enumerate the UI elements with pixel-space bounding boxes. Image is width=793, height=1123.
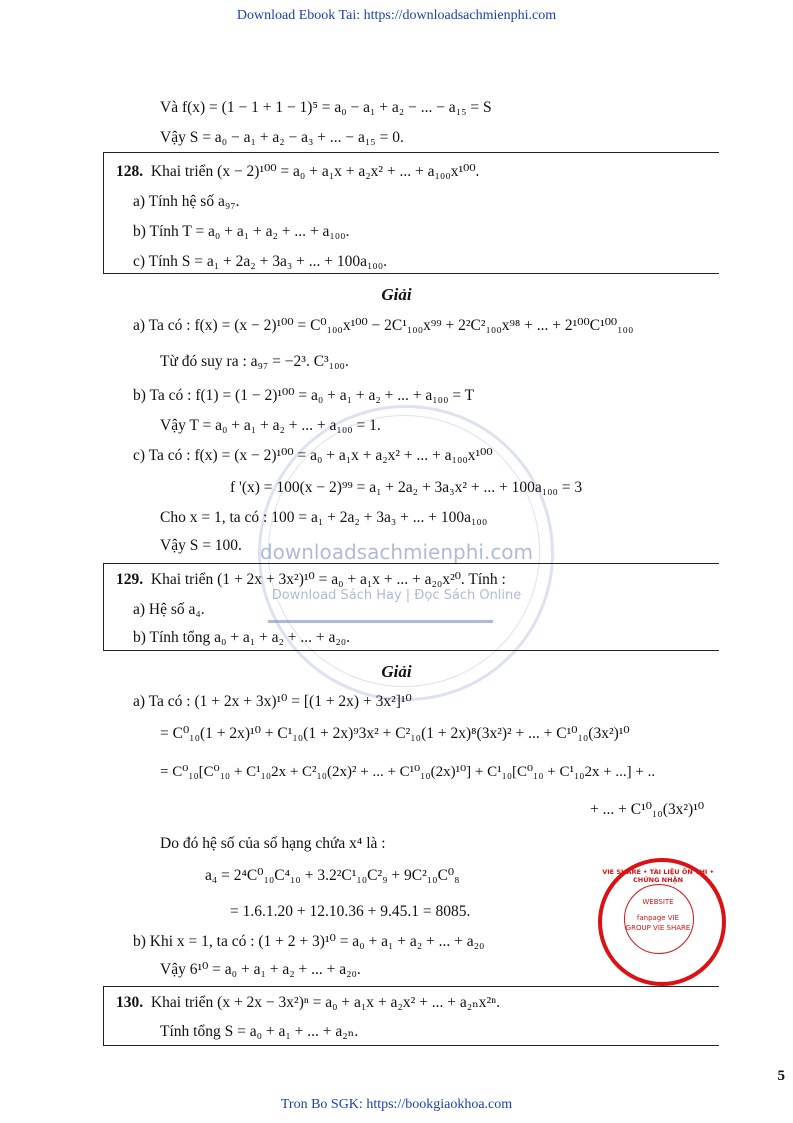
page-number: 5 bbox=[777, 1068, 785, 1084]
sol-128-a-result: Từ đó suy ra : a₉₇ = −2³. C³₁₀₀. bbox=[160, 353, 349, 370]
problem-129-statement: 129. Khai triển (1 + 2x + 3x²)¹⁰ = a₀ + a₁x + ... + a₂₀x²⁰. Tính : bbox=[116, 571, 506, 588]
solution-heading: Giải bbox=[381, 662, 412, 681]
solution-heading: Giải bbox=[381, 285, 412, 304]
vie-share-stamp bbox=[598, 858, 726, 986]
sol-129-a: a) Ta có : (1 + 2x + 3x)¹⁰ = [(1 + 2x) + 3x²]¹⁰ bbox=[133, 693, 412, 710]
problem-128-item-c: c) Tính S = a₁ + 2a₂ + 3a₃ + ... + 100a₁₀₀. bbox=[133, 253, 388, 270]
header-link[interactable]: https://downloadsachmienphi.com bbox=[363, 8, 557, 23]
problem-129-item-a: a) Hệ số a₄. bbox=[133, 601, 205, 618]
sol-128-c-x1: Cho x = 1, ta có : 100 = a₁ + 2a₂ + 3a₃ + ... + 100a₁₀₀ bbox=[160, 509, 488, 526]
problem-128-statement: 128. Khai triển (x − 2)¹⁰⁰ = a₀ + a₁x + a₂x² + ... + a₁₀₀x¹⁰⁰. bbox=[116, 163, 480, 180]
sol-129-a-expand3: + ... + C¹⁰₁₀(3x²)¹⁰ bbox=[590, 801, 705, 818]
stamp-ring-text: VIE SHARE • TÀI LIỆU ÔN THI • CHỨNG NHẬN bbox=[602, 868, 714, 884]
download-footer: Tron Bo SGK: https://bookgiaokhoa.com bbox=[280, 1097, 513, 1112]
download-header: Download Ebook Tai: https://downloadsachmienphi.com bbox=[236, 8, 557, 23]
sol-128-c-derivative: f '(x) = 100(x − 2)⁹⁹ = a₁ + 2a₂ + 3a₃x² + ... + 100a₁₀₀ = 3 bbox=[230, 479, 583, 496]
problem-number: 130. bbox=[116, 994, 144, 1011]
sol-129-a-expand1: = C⁰₁₀(1 + 2x)¹⁰ + C¹₁₀(1 + 2x)⁹3x² + C²₁₀(1 + 2x)⁸(3x²)² + ... + C¹⁰₁₀(3x²)¹⁰ bbox=[160, 725, 630, 742]
problem-128-item-b: b) Tính T = a₀ + a₁ + a₂ + ... + a₁₀₀. bbox=[133, 223, 350, 240]
stamp-website: WEBSITE bbox=[642, 898, 674, 906]
sol-129-a4-formula: a₄ = 2⁴C⁰₁₀C⁴₁₀ + 3.2²C¹₁₀C²₉ + 9C²₁₀C⁰₈ bbox=[205, 867, 460, 884]
sol-129-coef-text: Do đó hệ số của số hạng chứa x⁴ là : bbox=[160, 835, 386, 852]
problem-number: 128. bbox=[116, 163, 144, 180]
sol-128-a: a) Ta có : f(x) = (x − 2)¹⁰⁰ = C⁰₁₀₀x¹⁰⁰ − 2C¹₁₀₀x⁹⁹ + 2²C²₁₀₀x⁹⁸ + ... + 2¹⁰⁰C¹⁰⁰₁₀₀ bbox=[133, 317, 634, 334]
sol-129-b: b) Khi x = 1, ta có : (1 + 2 + 3)¹⁰ = a₀ + a₁ + a₂ + ... + a₂₀ bbox=[133, 933, 485, 950]
sol-129-a4-value: = 1.6.1.20 + 12.10.36 + 9.45.1 = 8085. bbox=[230, 903, 471, 920]
stamp-group: GROUP VIE SHARE bbox=[625, 924, 691, 932]
stamp-fanpage: fanpage VIE bbox=[636, 914, 680, 922]
problem-130-item: Tính tổng S = a₀ + a₁ + ... + a₂ₙ. bbox=[160, 1023, 359, 1040]
watermark-site: downloadsachmienphi.com bbox=[259, 540, 534, 564]
sol-129-a-expand2: = C⁰₁₀[C⁰₁₀ + C¹₁₀2x + C²₁₀(2x)² + ... + C¹⁰₁₀(2x)¹⁰] + C¹₁₀[C⁰₁₀ + C¹₁₀2x + ...] + .. bbox=[160, 764, 656, 780]
problem-128-item-a: a) Tính hệ số a₉₇. bbox=[133, 193, 240, 210]
problem-129-item-b: b) Tính tổng a₀ + a₁ + a₂ + ... + a₂₀. bbox=[133, 629, 351, 646]
sol-129-b-result: Vậy 6¹⁰ = a₀ + a₁ + a₂ + ... + a₂₀. bbox=[160, 961, 361, 978]
sol-128-c: c) Ta có : f(x) = (x − 2)¹⁰⁰ = a₀ + a₁x + a₂x² + ... + a₁₀₀x¹⁰⁰ bbox=[133, 447, 493, 464]
sol-128-c-result: Vậy S = 100. bbox=[160, 537, 242, 554]
line-va: Và f(x) = (1 − 1 + 1 − 1)⁵ = a₀ − a₁ + a₂ − ... − a₁₅ = S bbox=[160, 99, 492, 116]
sol-128-b-result: Vậy T = a₀ + a₁ + a₂ + ... + a₁₀₀ = 1. bbox=[160, 417, 381, 434]
footer-link[interactable]: https://bookgiaokhoa.com bbox=[366, 1097, 513, 1112]
problem-130-statement: 130. Khai triển (x + 2x − 3x²)ⁿ = a₀ + a₁x + a₂x² + ... + a₂ₙx²ⁿ. bbox=[116, 994, 500, 1011]
line-vay-s: Vậy S = a₀ − a₁ + a₂ − a₃ + ... − a₁₅ = 0. bbox=[160, 129, 404, 146]
sol-128-b: b) Ta có : f(1) = (1 − 2)¹⁰⁰ = a₀ + a₁ + a₂ + ... + a₁₀₀ = T bbox=[133, 387, 475, 404]
problem-number: 129. bbox=[116, 571, 144, 588]
watermark-tagline: Download Sách Hay | Đọc Sách Online bbox=[271, 588, 522, 603]
